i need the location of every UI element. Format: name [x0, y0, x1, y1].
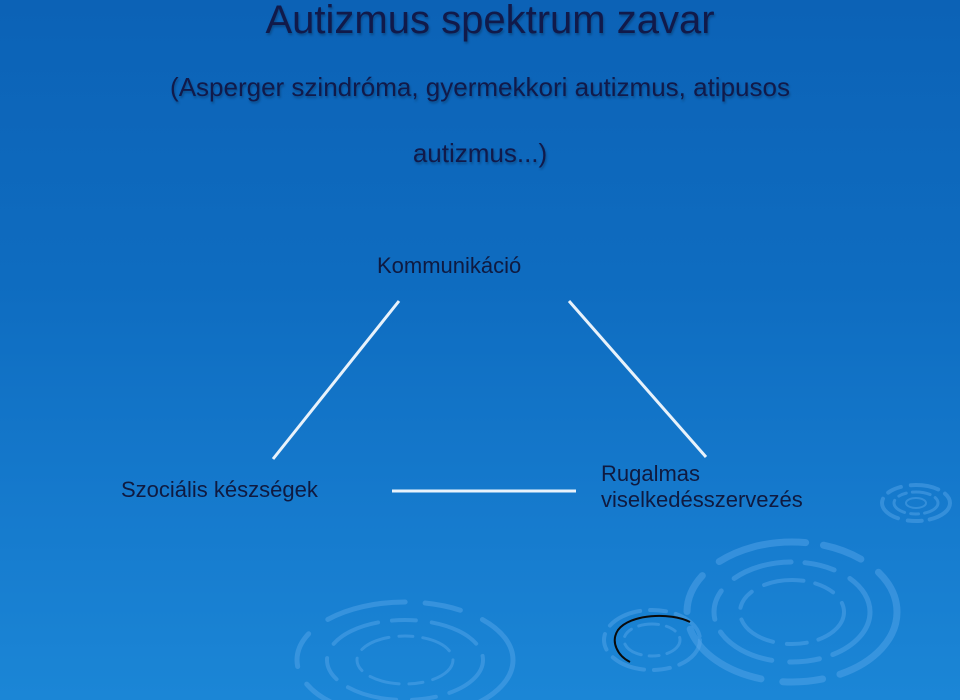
node-rugalmas-line2: viselkedésszervezés — [601, 487, 803, 512]
node-rugalmas-line1: Rugalmas — [601, 461, 701, 486]
slide-subtitle: (Asperger szindróma, gyermekkori autizmus, atipusos autizmus...) — [170, 72, 790, 168]
node-szocialis-keszsegek: Szociális készségek — [121, 477, 318, 502]
connector-right — [569, 301, 706, 457]
node-rugalmas — [601, 461, 803, 513]
connector-left — [273, 301, 399, 459]
node-kommunikacio: Kommunikáció — [377, 253, 522, 278]
slide-title: Autizmus spektrum zavar — [265, 0, 715, 42]
